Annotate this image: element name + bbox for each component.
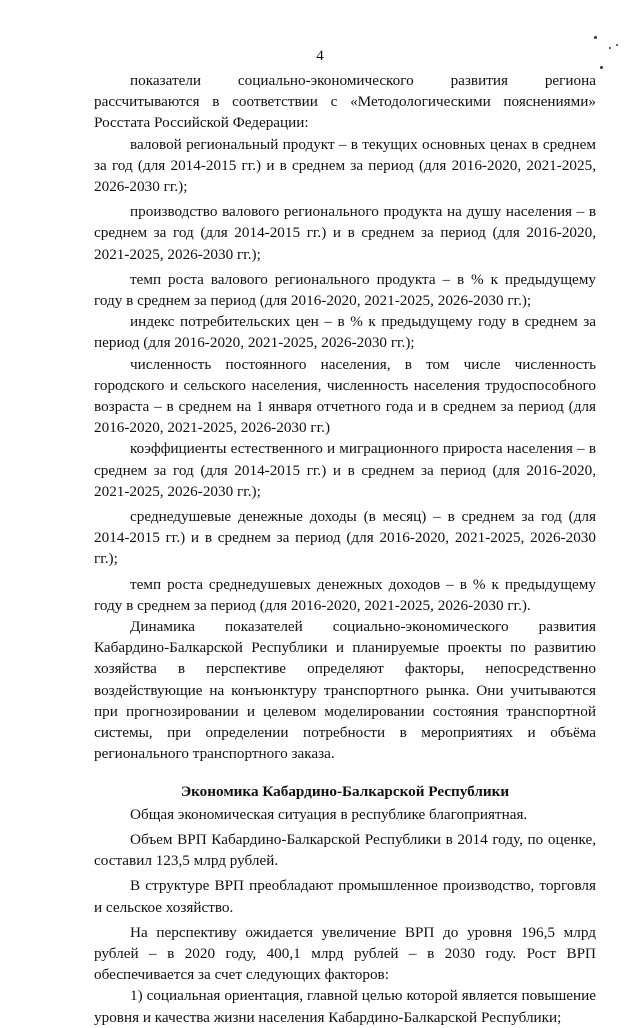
scan-speck bbox=[616, 44, 618, 46]
paragraph: В структуре ВРП преобладают промышленное производство, торговля и сельское хозяйство. bbox=[94, 877, 596, 916]
scan-speck bbox=[600, 66, 603, 69]
paragraph: коэффициенты естественного и миграционного прироста населения – в среднем за год (для 2014-2015 гг.) и в среднем за период (для 2016-2020, 2021-2025, 2026-2030 гг.); bbox=[94, 440, 596, 500]
paragraph: На перспективу ожидается увеличение ВРП до уровня 196,5 млрд рублей – в 2020 году, 400,1 млрд рублей – в 2030 году. Рост ВРП обеспечивается за счет следующих факторов: bbox=[94, 923, 596, 984]
paragraph: показатели социально-экономического развития региона рассчитываются в соответствии с «Методологическими пояснениями» Росстата Российской Федерации: bbox=[94, 72, 596, 132]
paragraph: Динамика показателей социально-экономического развития Кабардино-Балкарской Республики и планируемые проекты по развитию хозяйства в перспективе определяют факторы, непосредственно воздействующие на конъюнктуру транспортного рынка. Они учитываются при прогнозировании и целевом моделировании состояния транспортной системы, при определении потребности в мероприятиях и объёма регионального транспортного заказа. bbox=[94, 618, 596, 763]
scan-speck bbox=[594, 36, 597, 39]
document-body bbox=[94, 70, 596, 1028]
page-number: 4 bbox=[316, 48, 324, 64]
paragraph: темп роста среднедушевых денежных доходов – в % к предыдущему году в среднем за период (для 2016-2020, 2021-2025, 2026-2030 гг.). bbox=[94, 575, 596, 614]
paragraph: производство валового регионального продукта на душу населения – в среднем за год (для 2014-2015 гг.) и в среднем за период (для 2016-2020, 2021-2025, 2026-2030 гг.); bbox=[94, 203, 596, 263]
paragraph: Объем ВРП Кабардино-Балкарской Республики в 2014 году, по оценке, составил 123,5 млрд рублей. bbox=[94, 830, 596, 870]
list-item: 1) социальная ориентация, главной целью которой является повышение уровня и качества жизни населения Кабардино-Балкарской Республики; bbox=[94, 987, 596, 1026]
paragraph: индекс потребительских цен – в % к предыдущему году в среднем за период (для 2016-2020, 2021-2025, 2026-2030 гг.); bbox=[94, 313, 596, 352]
paragraph: валовой региональный продукт – в текущих основных ценах в среднем за год (для 2014-2015 гг.) и в среднем за период (для 2016-2020, 2021-2025, 2026-2030 гг.); bbox=[94, 135, 596, 196]
scan-speck bbox=[609, 47, 611, 49]
paragraph: среднедушевые денежные доходы (в месяц) – в среднем за год (для 2014-2015 гг.) и в среднем за период (для 2016-2020, 2021-2025, 2026-2030 гг.); bbox=[94, 508, 596, 568]
paragraph: численность постоянного населения, в том числе численность городского и сельского населения, численность населения трудоспособного возраста – в среднем на 1 января отчетного года и в среднем за период (для 2016-2020, 2021-2025, 2026-2030 гг.) bbox=[94, 355, 596, 437]
paragraph: темп роста валового регионального продукта – в % к предыдущему году в среднем за период (для 2016-2020, 2021-2025, 2026-2030 гг.); bbox=[94, 270, 596, 310]
paragraph: Общая экономическая ситуация в республике благоприятная. bbox=[130, 805, 528, 823]
section-heading: Экономика Кабардино-Балкарской Республики bbox=[180, 782, 510, 800]
